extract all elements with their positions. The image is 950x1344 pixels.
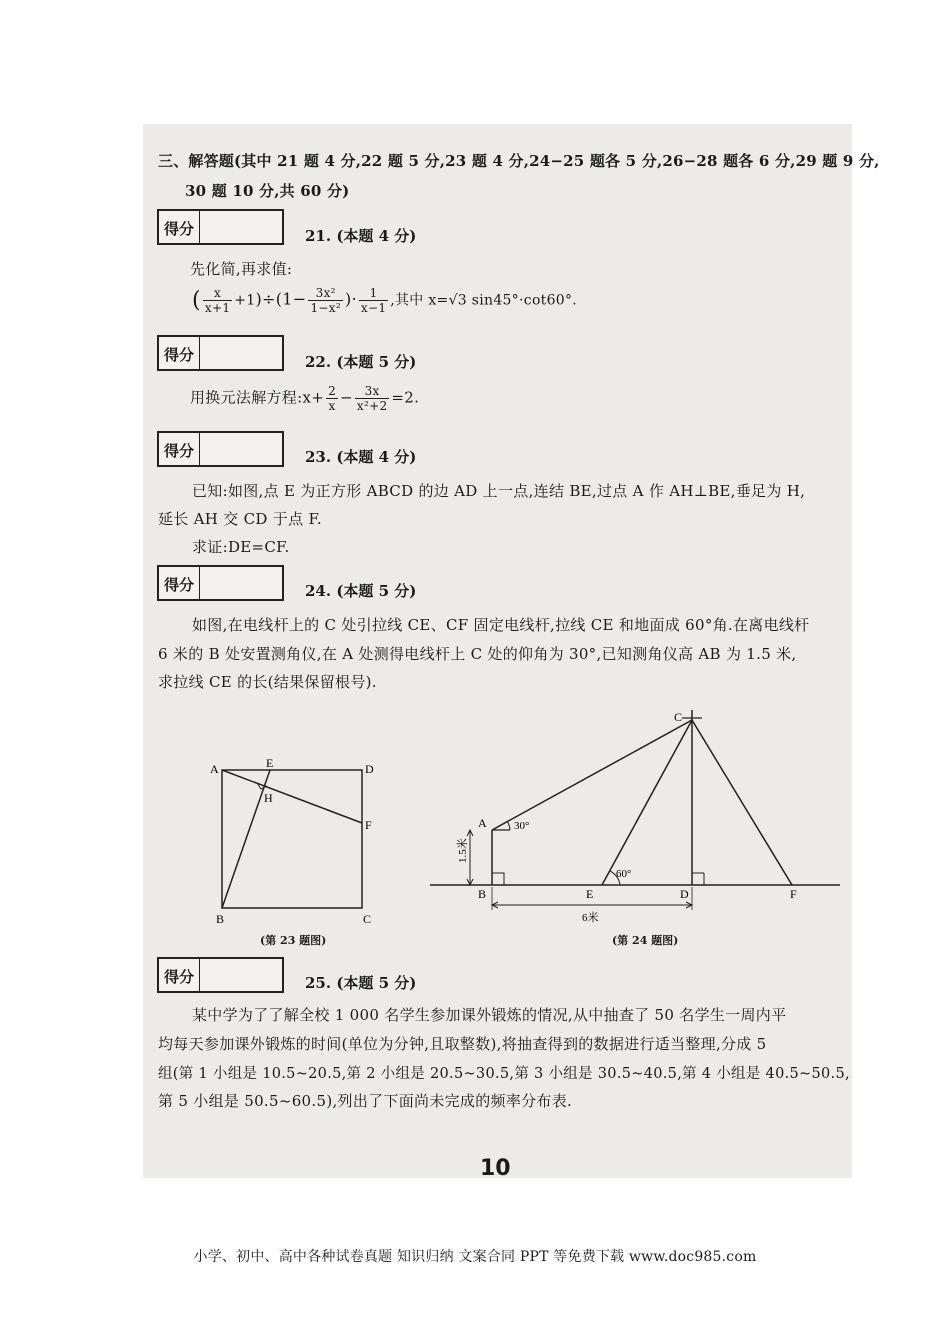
label-e: E [266,756,274,770]
q23-header: 23. (本题 4 分) [305,448,417,466]
q25-line1: 某中学为了了解全校 1 000 名学生参加课外锻炼的情况,从中抽查了 50 名学生一周内平 [192,1006,787,1024]
label-b: B [478,887,487,901]
height-label: 1.5米 [457,838,469,863]
q24-line3: 求拉线 CE 的长(结果保留根号). [158,673,377,691]
q21-text: 先化简,再求值: [190,260,293,278]
q22-equation: 用换元法解方程:x+ $\frac{2}{x}$ − $\frac{3x}{\text{x²+2}}$ =2. [190,384,420,413]
q25-line4: 第 5 小组是 50.5~60.5),列出了下面尚未完成的频率分布表. [158,1092,573,1110]
score-box-24[interactable] [157,565,284,601]
square-abcd [222,770,362,908]
page-number: 10 [480,1156,511,1181]
section-heading-line2: 30 题 10 分,共 60 分) [185,182,350,200]
score-box-label: 得分 [164,576,195,594]
score-box-22[interactable] [157,335,284,371]
label-h: H [264,791,273,805]
q21-frac1: $\frac{x}{x+1}$ [204,286,231,315]
distance-label: 6米 [582,912,599,924]
q23-line2: 延长 AH 交 CD 于点 F. [158,510,322,528]
score-box-23[interactable] [157,431,284,467]
label-c: C [363,912,372,926]
label-b: B [216,912,225,926]
q24-header: 24. (本题 5 分) [305,582,417,600]
q21-header: 21. (本题 4 分) [305,227,417,245]
label-a: A [210,762,219,776]
label-c: C [674,710,683,724]
score-box-label: 得分 [164,220,195,238]
score-box-21[interactable] [157,209,284,245]
footer-text: 小学、初中、高中各种试卷真题 知识归纳 文案合同 PPT 等免费下载 www.doc985.com [193,1249,757,1265]
q21-frac3: $\frac{1}{x-1}$ [360,286,387,315]
q25-line2: 均每天参加课外锻炼的时间(单位为分钟,且取整数),将抽查得到的数据进行适当整理,分成 5 [158,1035,767,1053]
label-e: E [586,887,594,901]
label-f: F [790,887,797,901]
score-box-label: 得分 [164,968,195,986]
q22-frac1: $\frac{2}{x}$ [328,384,337,413]
score-box-label: 得分 [164,346,195,364]
q22-frac2: $\frac{3x}{\text{x²+2}}$ [356,384,388,413]
q23-line3: 求证:DE=CF. [192,538,290,556]
segment-be [222,770,270,908]
score-box-divider [199,337,200,369]
q23-line1: 已知:如图,点 E 为正方形 ABCD 的边 AD 上一点,连结 BE,过点 A 作 AH⊥BE,垂足为 H, [192,482,806,500]
q24-line1: 如图,在电线杆上的 C 处引拉线 CE、CF 固定电线杆,拉线 CE 和地面成 60°角.在离电线杆 [192,616,810,634]
label-d: D [680,887,689,901]
label-a: A [478,816,487,830]
score-box-divider [199,433,200,465]
score-box-divider [199,959,200,991]
figure-24-caption: (第 24 题图) [612,934,679,947]
q21-expression: ( $\frac{x}{x+1}$ +1)÷(1− $\frac{\text{3x²}}{\text{1−x²}}$ )· $\frac{1}{x-1}$ ,其中 x=√3 sin45°·cot60°. [192,286,578,315]
angle-arc-a [507,821,510,830]
right-angle-mark-b [492,873,504,885]
segment-af [222,770,362,823]
q25-header: 25. (本题 5 分) [305,974,417,992]
score-box-divider [199,567,200,599]
score-box-label: 得分 [164,442,195,460]
q25-line3: 组(第 1 小组是 10.5~20.5,第 2 小组是 20.5~30.5,第 3 小组是 30.5~40.5,第 4 小组是 40.5~50.5, [158,1066,850,1082]
score-box-25[interactable] [157,957,284,993]
q24-line2: 6 米的 B 处安置测角仪,在 A 处测得电线杆上 C 处的仰角为 30°,已知测角仪高 AB 为 1.5 米, [158,645,797,663]
angle-label-e: 60° [616,868,632,880]
q22-header: 22. (本题 5 分) [305,353,417,371]
figure-23-caption: (第 23 题图) [260,934,327,947]
wire-cf [692,720,792,885]
label-d: D [365,762,374,776]
score-box-divider [199,211,200,243]
label-f: F [365,818,372,832]
figure-24 [430,705,845,930]
section-heading-line1: 三、解答题(其中 21 题 4 分,22 题 5 分,23 题 4 分,24−25 题各 5 分,26−28 题各 6 分,29 题 9 分, [158,152,880,170]
q21-frac2: $\frac{\text{3x²}}{\text{1−x²}}$ [310,286,341,315]
angle-label-a: 30° [514,820,530,832]
figure-23 [200,755,385,930]
